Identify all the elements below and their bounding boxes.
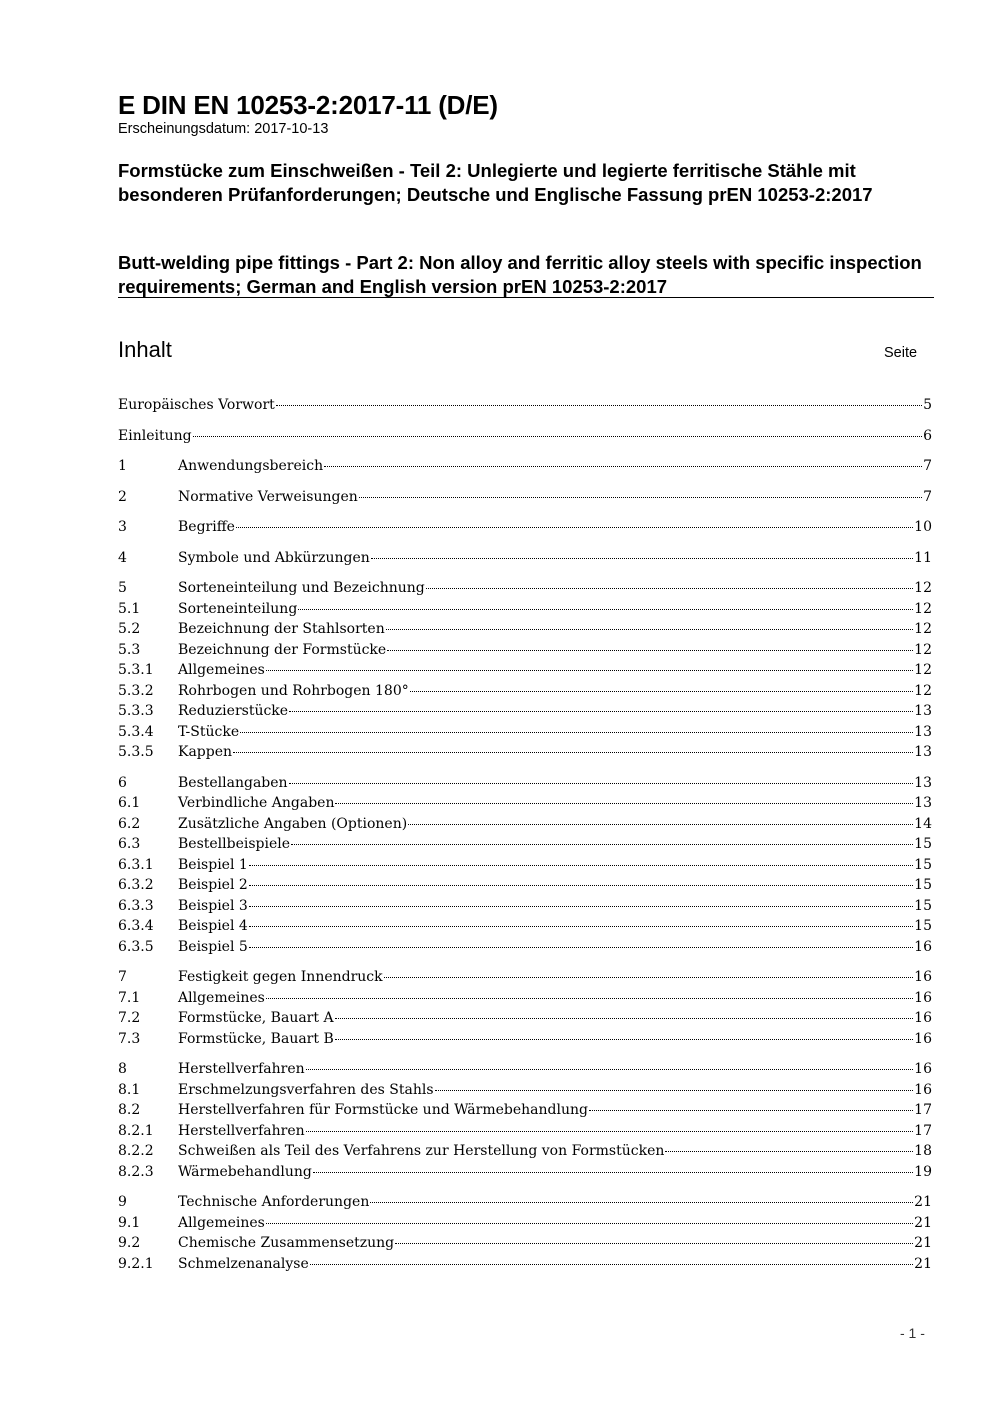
toc-entry-number: 2: [118, 488, 127, 505]
toc-entry-title: Sorteneinteilung: [178, 600, 298, 617]
toc-entry-number: 6.2: [118, 815, 141, 832]
toc-entry-page: 6: [923, 427, 932, 444]
toc-entry-title: Festigkeit gegen Innendruck: [178, 969, 383, 985]
toc-entry-page: 16: [914, 1081, 932, 1098]
toc-entry[interactable]: [118, 742, 932, 762]
toc-entry-title: Anwendungsbereich: [178, 458, 324, 474]
toc-leader-dots: [236, 526, 913, 528]
toc-entry-title: Erschmelzungsverfahren des Stahls: [178, 1081, 434, 1098]
toc-leader-dots: [386, 628, 913, 630]
toc-entry[interactable]: [118, 1029, 932, 1049]
toc-entry-number: 8.2.3: [118, 1163, 154, 1180]
toc-leader-dots: [335, 1017, 914, 1019]
toc-entry-title: Wärmebehandlung: [178, 1163, 312, 1180]
toc-leader-dots: [249, 925, 913, 927]
toc-entry[interactable]: [118, 599, 932, 619]
toc-entry-number: 9.1: [118, 1214, 141, 1231]
toc-entry-title: Allgemeines: [178, 989, 265, 1006]
toc-leader-dots: [291, 843, 913, 845]
toc-entry-title: Herstellverfahren für Formstücke und Wärmebehandlung: [178, 1102, 588, 1118]
toc-entry-number: 5.2: [118, 621, 141, 637]
toc-entry-page: 10: [914, 519, 932, 535]
toc-entry-number: 5.3.3: [118, 703, 154, 719]
toc-entry-number: 9.2: [118, 1235, 141, 1251]
toc-entry-number: 6: [118, 774, 127, 791]
toc-entry-page: 15: [914, 856, 932, 873]
toc-entry[interactable]: [118, 1162, 932, 1182]
toc-leader-dots: [233, 751, 913, 753]
toc-entry[interactable]: [118, 1100, 932, 1120]
toc-leader-dots: [384, 976, 914, 978]
toc-leader-dots: [276, 404, 922, 406]
toc-entry-title: Verbindliche Angaben: [178, 795, 335, 811]
toc-leader-dots: [395, 1242, 913, 1244]
toc-leader-dots: [249, 864, 913, 866]
toc-entry-page: 21: [914, 1194, 932, 1210]
toc-entry-page: 7: [923, 458, 932, 474]
toc-entry-page: 7: [923, 488, 932, 505]
toc-entry[interactable]: [118, 701, 932, 721]
toc-leader-dots: [289, 782, 914, 784]
toc-entry-page: 13: [914, 795, 932, 811]
toc-leader-dots: [266, 1222, 913, 1224]
toc-entry-title: Schweißen als Teil des Verfahrens zur Herstellung von Formstücken: [178, 1143, 665, 1159]
toc-entry-page: 16: [914, 989, 932, 1006]
toc-leader-dots: [249, 905, 913, 907]
toc-entry[interactable]: [118, 578, 932, 598]
toc-leader-dots: [249, 946, 913, 948]
toc-entry-title: Herstellverfahren: [178, 1061, 305, 1077]
toc-entry-number: 6.3: [118, 836, 141, 852]
toc-entry-number: 7: [118, 969, 127, 985]
toc-entry[interactable]: [118, 722, 932, 742]
toc-entry-page: 12: [914, 682, 932, 699]
toc-entry[interactable]: [118, 1141, 932, 1161]
toc-entry[interactable]: [118, 619, 932, 639]
toc-entry[interactable]: [118, 855, 932, 875]
toc-entry[interactable]: [118, 1192, 932, 1212]
toc-entry-title: Rohrbogen und Rohrbogen 180°: [178, 682, 409, 699]
toc-entry-number: 5.3.1: [118, 662, 154, 678]
toc-entry-title: Bezeichnung der Formstücke: [178, 641, 387, 658]
toc-entry-page: 12: [914, 662, 932, 678]
toc-entry-title: Schmelzenanalyse: [178, 1255, 309, 1272]
toc-entry-number: 7.2: [118, 1010, 141, 1026]
toc-entry-title: Symbole und Abkürzungen: [178, 549, 370, 566]
toc-entry-title: Einleitung: [118, 427, 192, 444]
toc-leader-dots: [266, 669, 913, 671]
toc-entry-page: 13: [914, 774, 932, 791]
toc-entry[interactable]: [118, 1008, 932, 1028]
toc-leader-dots: [298, 608, 913, 610]
toc-leader-dots: [435, 1089, 914, 1091]
toc-entry-number: 6.3.2: [118, 877, 154, 893]
toc-entry-number: 3: [118, 519, 127, 535]
toc-entry-title: Bezeichnung der Stahlsorten: [178, 621, 385, 637]
toc-entry-page: 21: [914, 1255, 932, 1272]
toc-entry-title: Chemische Zusammensetzung: [178, 1235, 395, 1251]
toc-entry-page: 12: [914, 621, 932, 637]
toc-entry[interactable]: [118, 1233, 932, 1253]
toc-entry-page: 12: [914, 641, 932, 658]
toc-entry[interactable]: [118, 916, 932, 936]
toc-entry-page: 11: [914, 549, 932, 566]
toc-entry-number: 5.3.5: [118, 744, 154, 760]
toc-entry-title: Allgemeines: [178, 662, 265, 678]
toc-entry[interactable]: [118, 793, 932, 813]
toc-leader-dots: [371, 557, 913, 559]
toc-entry[interactable]: [118, 548, 932, 568]
toc-entry[interactable]: [118, 937, 932, 957]
toc-entry-page: 16: [914, 1061, 932, 1077]
toc-leader-dots: [335, 1038, 913, 1040]
toc-entry-number: 8.2.2: [118, 1143, 154, 1159]
toc-entry-number: 5.1: [118, 600, 141, 617]
toc-entry-number: 5.3: [118, 641, 141, 658]
toc-entry-title: Kappen: [178, 744, 233, 760]
toc-entry[interactable]: [118, 896, 932, 916]
toc-leader-dots: [240, 731, 913, 733]
toc-entry[interactable]: [118, 814, 932, 834]
toc-entry[interactable]: [118, 660, 932, 680]
toc-leader-dots: [665, 1150, 913, 1152]
toc-entry-page: 15: [914, 877, 932, 893]
toc-entry[interactable]: [118, 1080, 932, 1100]
toc-leader-dots: [266, 997, 913, 999]
toc-entry-page: 12: [914, 580, 932, 596]
toc-leader-dots: [359, 496, 922, 498]
toc-entry-number: 7.3: [118, 1030, 141, 1047]
toc-entry[interactable]: [118, 967, 932, 987]
toc-entry-number: 8.2: [118, 1102, 141, 1118]
toc-leader-dots: [249, 884, 913, 886]
toc-entry[interactable]: [118, 426, 932, 446]
toc-entry-title: Sorteneinteilung und Bezeichnung: [178, 580, 425, 596]
toc-entry-title: Formstücke, Bauart B: [178, 1030, 334, 1047]
toc-entry-title: Beispiel 2: [178, 877, 248, 893]
toc-entry-page: 16: [914, 1010, 932, 1026]
toc-entry-title: Beispiel 4: [178, 918, 248, 934]
toc-entry-number: 6.3.5: [118, 938, 154, 955]
toc-entry[interactable]: [118, 834, 932, 854]
page-number: - 1 -: [900, 1325, 925, 1341]
toc-entry-page: 19: [914, 1163, 932, 1180]
toc-entry-number: 5.3.2: [118, 682, 154, 699]
toc-entry-number: 6.3.4: [118, 918, 154, 934]
toc-entry-title: Herstellverfahren: [178, 1122, 305, 1139]
toc-leader-dots: [410, 690, 913, 692]
toc-leader-dots: [310, 1263, 913, 1265]
title-english: Butt-welding pipe fittings - Part 2: Non alloy and ferritic alloy steels with specific inspection requirements; German and English version prEN 10253-2:2017: [118, 252, 922, 297]
toc-leader-dots: [387, 649, 913, 651]
toc-leader-dots: [289, 710, 913, 712]
toc-entry-title: Europäisches Vorwort: [118, 397, 275, 413]
toc-leader-dots: [193, 435, 923, 437]
header-divider: [118, 297, 934, 298]
toc-entry-number: 5.3.4: [118, 723, 154, 740]
toc-entry-page: 13: [914, 744, 932, 760]
toc-entry-page: 17: [914, 1102, 932, 1118]
toc-entry[interactable]: [118, 640, 932, 660]
toc-entry-number: 9.2.1: [118, 1255, 154, 1272]
toc-entry-number: 5: [118, 580, 127, 596]
toc-leader-dots: [426, 587, 913, 589]
toc-entry[interactable]: [118, 487, 932, 507]
toc-entry-page: 15: [914, 836, 932, 852]
toc-entry-title: Bestellbeispiele: [178, 836, 291, 852]
toc-leader-dots: [370, 1201, 913, 1203]
toc-entry-page: 18: [914, 1143, 932, 1159]
toc-entry[interactable]: [118, 456, 932, 476]
toc-entry-number: 8.2.1: [118, 1122, 154, 1139]
toc-entry-number: 9: [118, 1194, 127, 1210]
toc-entry-page: 16: [914, 1030, 932, 1047]
toc-leader-dots: [408, 823, 913, 825]
toc-entry-title: Formstücke, Bauart A: [178, 1010, 334, 1026]
toc-entry-title: Begriffe: [178, 519, 235, 535]
toc-entry-title: Technische Anforderungen: [178, 1194, 370, 1210]
toc-entry-page: 16: [914, 969, 932, 985]
toc-leader-dots: [335, 802, 913, 804]
toc-entry[interactable]: [118, 875, 932, 895]
toc-entry[interactable]: [118, 1254, 932, 1274]
toc-entry[interactable]: [118, 1059, 932, 1079]
toc-leader-dots: [313, 1171, 913, 1173]
toc-entry-title: Beispiel 3: [178, 897, 248, 914]
toc-entry[interactable]: [118, 1121, 932, 1141]
toc-entry-number: 6.3.3: [118, 897, 154, 914]
toc-entry-page: 17: [914, 1122, 932, 1139]
toc-entry[interactable]: [118, 517, 932, 537]
toc-entry-title: Beispiel 1: [178, 856, 248, 873]
toc-entry-number: 1: [118, 458, 127, 474]
title-german: Formstücke zum Einschweißen - Teil 2: Unlegierte und legierte ferritische Stähle mit besonderen Prüfanforderungen; Deutsche und Englische Fassung prEN 10253-2:2017: [118, 160, 873, 205]
toc-entry-title: Allgemeines: [178, 1214, 265, 1231]
toc-entry-number: 4: [118, 549, 127, 566]
toc-entry-page: 21: [914, 1235, 932, 1251]
toc-entry-number: 6.1: [118, 795, 141, 811]
toc-entry-title: T-Stücke: [178, 723, 240, 740]
toc-entry-page: 15: [914, 918, 932, 934]
toc-heading: Inhalt: [118, 337, 172, 362]
toc-leader-dots: [589, 1109, 913, 1111]
toc-entry-title: Normative Verweisungen: [178, 488, 358, 505]
toc-entry-number: 7.1: [118, 989, 141, 1006]
toc-entry-page: 12: [914, 600, 932, 617]
toc-entry[interactable]: [118, 988, 932, 1008]
toc-entry-title: Reduzierstücke: [178, 703, 289, 719]
toc-entry-page: 14: [914, 815, 932, 832]
toc-entry[interactable]: [118, 1213, 932, 1233]
toc-entry-title: Beispiel 5: [178, 938, 248, 955]
toc-page-label: Seite: [884, 345, 918, 361]
toc-leader-dots: [324, 465, 922, 467]
toc-leader-dots: [306, 1130, 914, 1132]
toc-entry-number: 6.3.1: [118, 856, 154, 873]
toc-entry-number: 8.1: [118, 1081, 141, 1098]
toc-entry[interactable]: [118, 395, 932, 415]
toc-entry-title: Bestellangaben: [178, 774, 288, 791]
toc-entry-page: 13: [914, 723, 932, 740]
toc-entry-page: 5: [923, 397, 932, 413]
toc-entry-page: 13: [914, 703, 932, 719]
toc-entry[interactable]: [118, 681, 932, 701]
document-id: E DIN EN 10253-2:2017-11 (D/E): [118, 90, 498, 120]
toc-entry-number: 8: [118, 1061, 127, 1077]
toc-entry-page: 16: [914, 938, 932, 955]
toc-entry[interactable]: [118, 773, 932, 793]
publication-date: Erscheinungsdatum: 2017-10-13: [118, 121, 329, 137]
toc-entry-title: Zusätzliche Angaben (Optionen): [178, 815, 408, 832]
toc-entry-page: 15: [914, 897, 932, 914]
toc-entry-page: 21: [914, 1214, 932, 1231]
toc-leader-dots: [306, 1068, 914, 1070]
